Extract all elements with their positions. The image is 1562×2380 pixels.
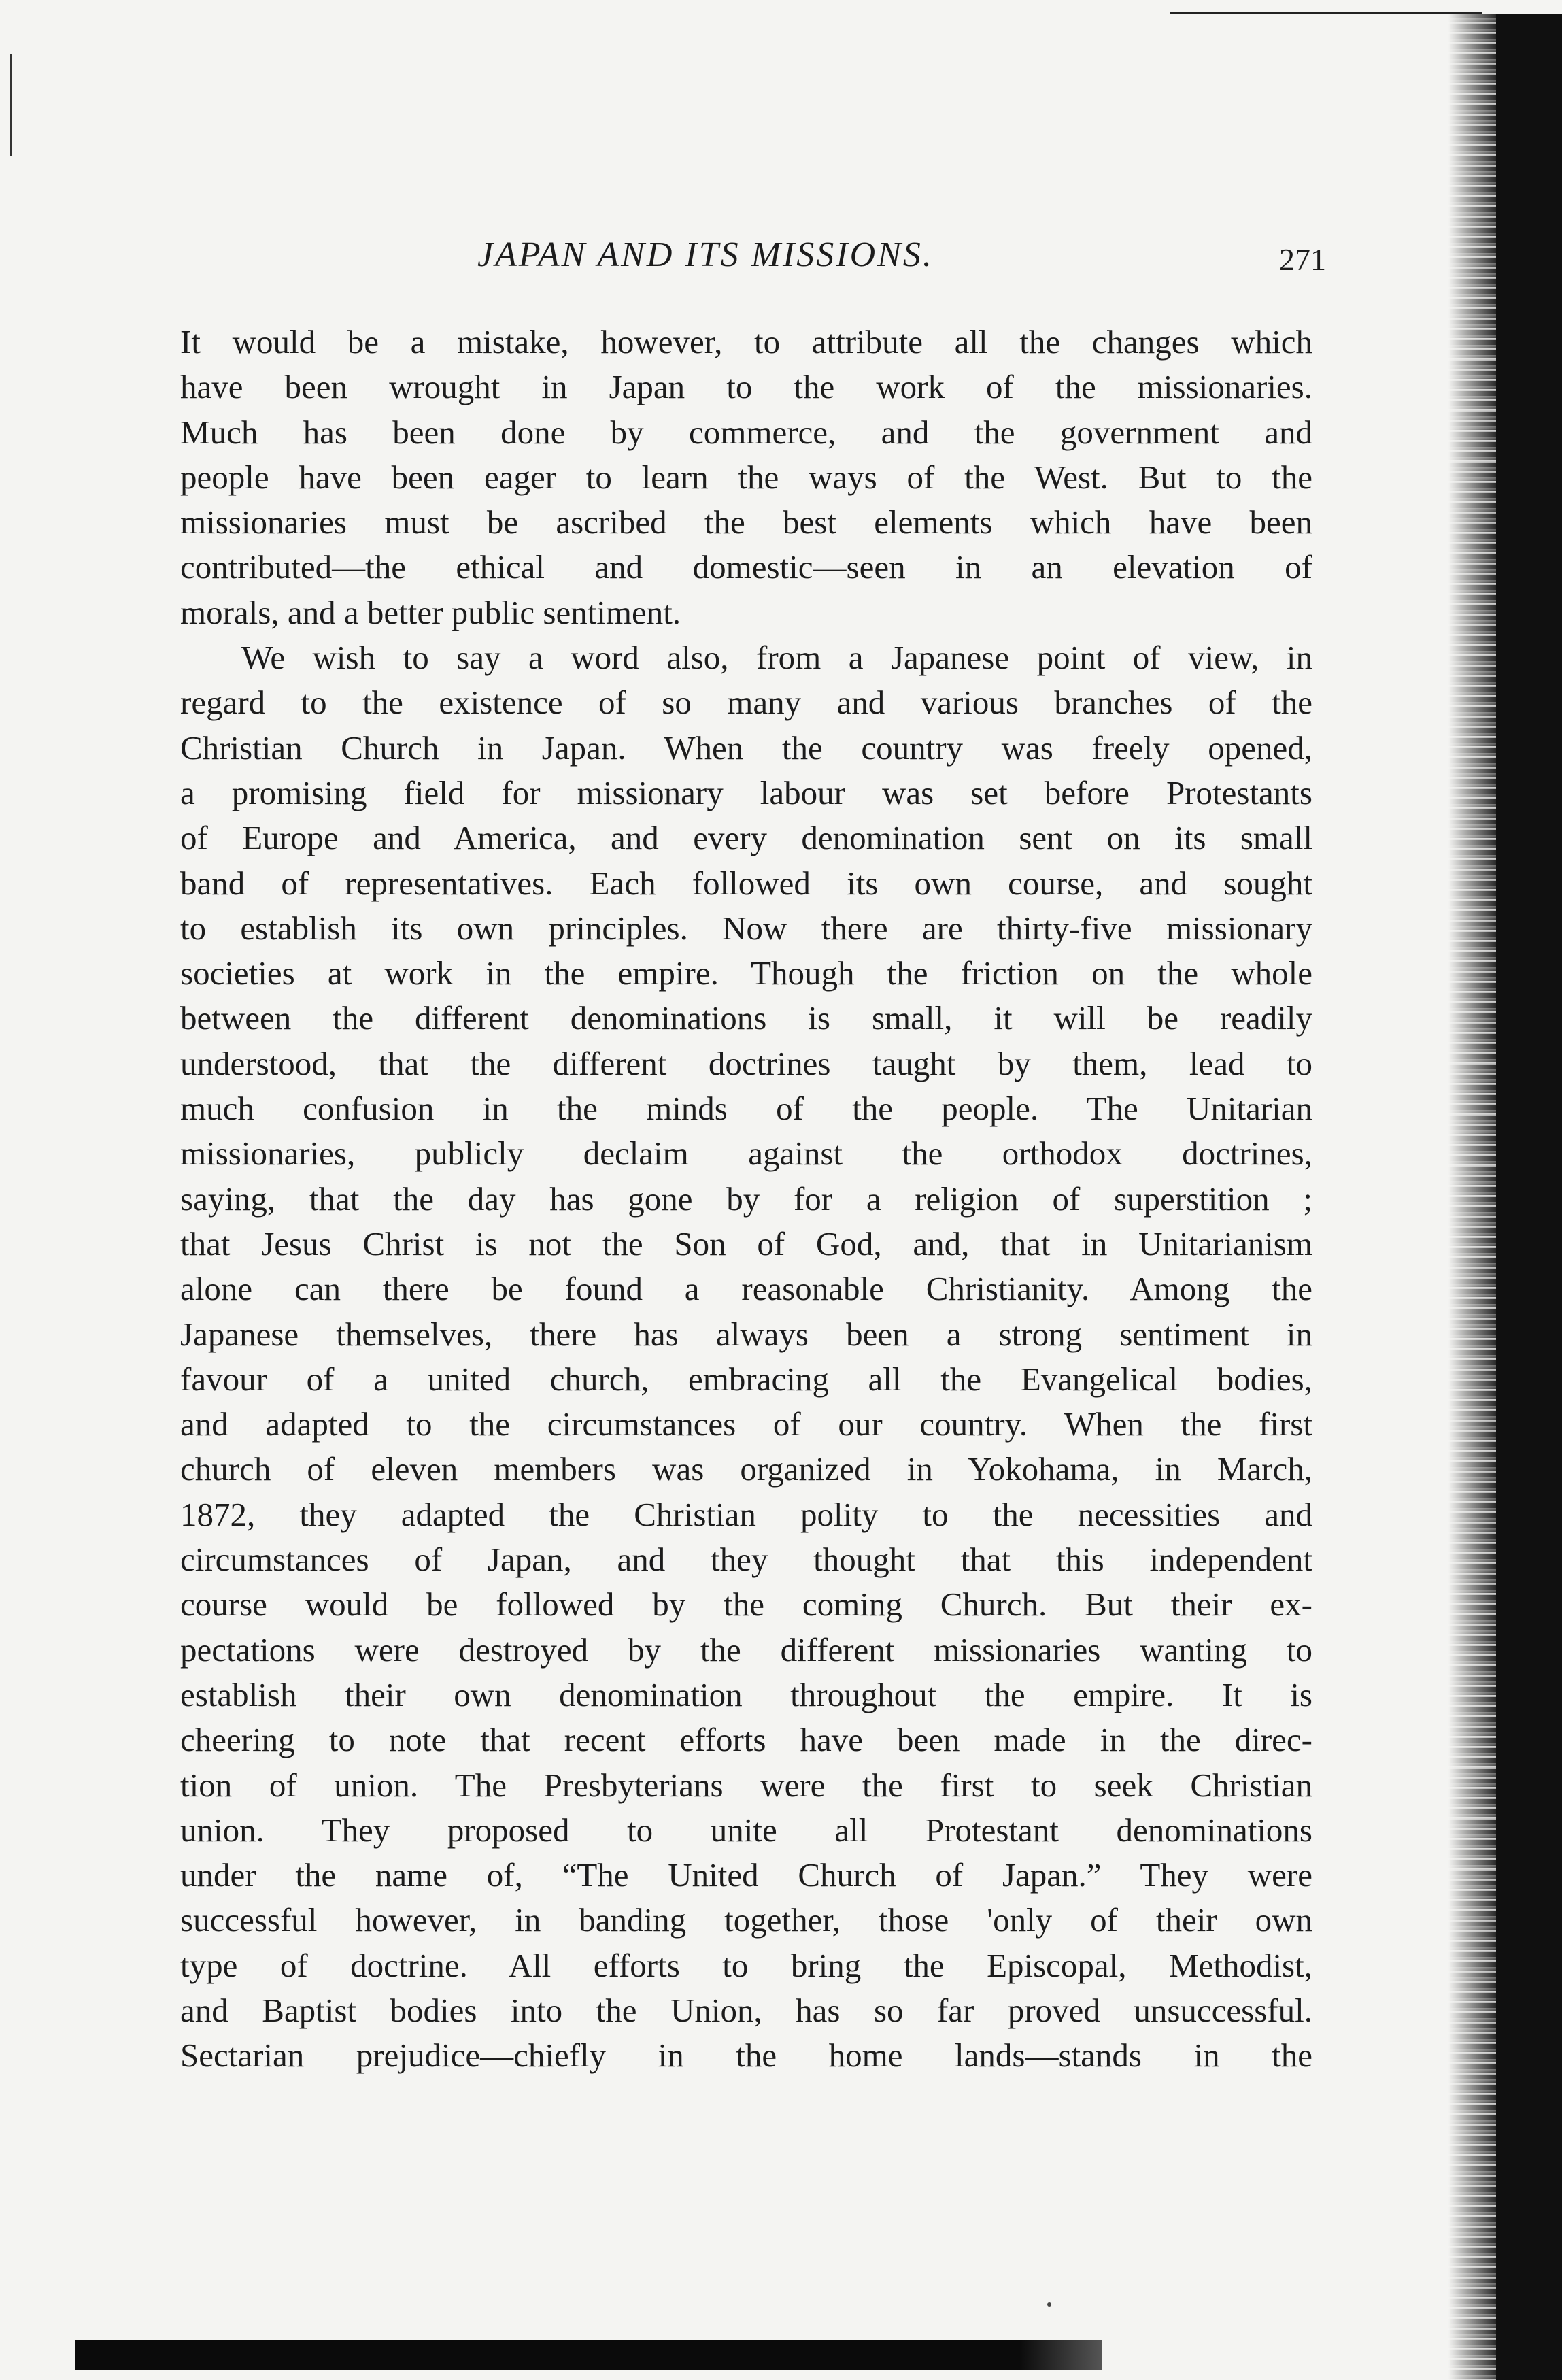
- text-line: and adapted to the circumstances of our country. When the first: [180, 1405, 1312, 1443]
- text-line: that Jesus Christ is not the Son of God, and, that in Unitarianism: [180, 1224, 1312, 1262]
- text-line: societies at work in the empire. Though the friction on the whole: [180, 954, 1312, 992]
- text-line: pectations were destroyed by the different missionaries wanting to: [180, 1630, 1312, 1669]
- text-line: understood, that the different doctrines taught by them, lead to: [180, 1044, 1312, 1082]
- text-line: church of eleven members was organized in Yokohama, in March,: [180, 1450, 1312, 1488]
- text-line: 1872, they adapted the Christian polity to the necessities and: [180, 1495, 1312, 1533]
- text-line: Christian Church in Japan. When the country was freely opened,: [180, 728, 1312, 767]
- text-line: much confusion in the minds of the people. The Unitarian: [180, 1090, 1312, 1128]
- text-line: Much has been done by commerce, and the government and: [180, 413, 1312, 451]
- text-line: type of doctrine. All efforts to bring the Episcopal, Methodist,: [180, 1946, 1312, 1984]
- text-line: alone can there be found a reasonable Christianity. Among the: [180, 1270, 1312, 1308]
- text-line: favour of a united church, embracing all the Evangelical bodies,: [180, 1360, 1312, 1398]
- text-line: course would be followed by the coming Church. But their ex-: [180, 1586, 1312, 1624]
- scan-edge-line: [1170, 12, 1482, 14]
- text-line: have been wrought in Japan to the work of the missionaries.: [180, 368, 1312, 406]
- text-line: cheering to note that recent efforts have been made in the direc-: [180, 1721, 1312, 1759]
- text-line: regard to the existence of so many and various branches of the: [180, 684, 1312, 722]
- text-line: and Baptist bodies into the Union, has so far proved unsuccessful.: [180, 1991, 1312, 2029]
- body-text: [180, 320, 1312, 2079]
- scan-edge-mark: [10, 54, 12, 156]
- text-line: saying, that the day has gone by for a religion of superstition ;: [180, 1179, 1312, 1218]
- running-head: [184, 235, 1326, 296]
- text-line: union. They proposed to unite all Protestant denominations: [180, 1811, 1312, 1849]
- text-line: Japanese themselves, there has always been a strong sentiment in: [180, 1315, 1312, 1353]
- text-line: missionaries, publicly declaim against the orthodox doctrines,: [180, 1135, 1312, 1173]
- text-line: between the different denominations is small, it will be readily: [180, 999, 1312, 1037]
- text-line: to establish its own principles. Now there are thirty-five missionary: [180, 909, 1312, 947]
- text-line: We wish to say a word also, from a Japanese point of view, in: [241, 639, 1312, 677]
- scan-bottom-bar: [75, 2340, 1102, 2370]
- text-line: band of representatives. Each followed its own course, and sought: [180, 864, 1312, 902]
- text-line: a promising field for missionary labour was set before Protestants: [180, 773, 1312, 811]
- text-line: contributed—the ethical and domestic—seen in an elevation of: [180, 548, 1312, 586]
- text-line: people have been eager to learn the ways of the West. But to the: [180, 458, 1312, 496]
- page-binding-edge: [1496, 14, 1562, 2380]
- running-title: JAPAN AND ITS MISSIONS.: [477, 235, 934, 274]
- scan-speck: [1047, 2302, 1051, 2307]
- text-line: under the name of, “The United Church of Japan.” They were: [180, 1856, 1312, 1894]
- text-line: missionaries must be ascribed the best elements which have been: [180, 503, 1312, 541]
- text-line: Sectarian prejudice—chiefly in the home lands—stands in the: [180, 2037, 1312, 2075]
- text-line: tion of union. The Presbyterians were the first to seek Christian: [180, 1766, 1312, 1804]
- text-line: morals, and a better public sentiment.: [180, 593, 681, 631]
- text-line: circumstances of Japan, and they thought that this independent: [180, 1541, 1312, 1579]
- text-line: It would be a mistake, however, to attribute all the changes which: [180, 323, 1312, 361]
- text-line: establish their own denomination throughout the empire. It is: [180, 1675, 1312, 1713]
- text-line: of Europe and America, and every denomination sent on its small: [180, 819, 1312, 857]
- page-number: 271: [1279, 242, 1326, 277]
- text-line: successful however, in banding together, those 'only of their own: [180, 1901, 1312, 1939]
